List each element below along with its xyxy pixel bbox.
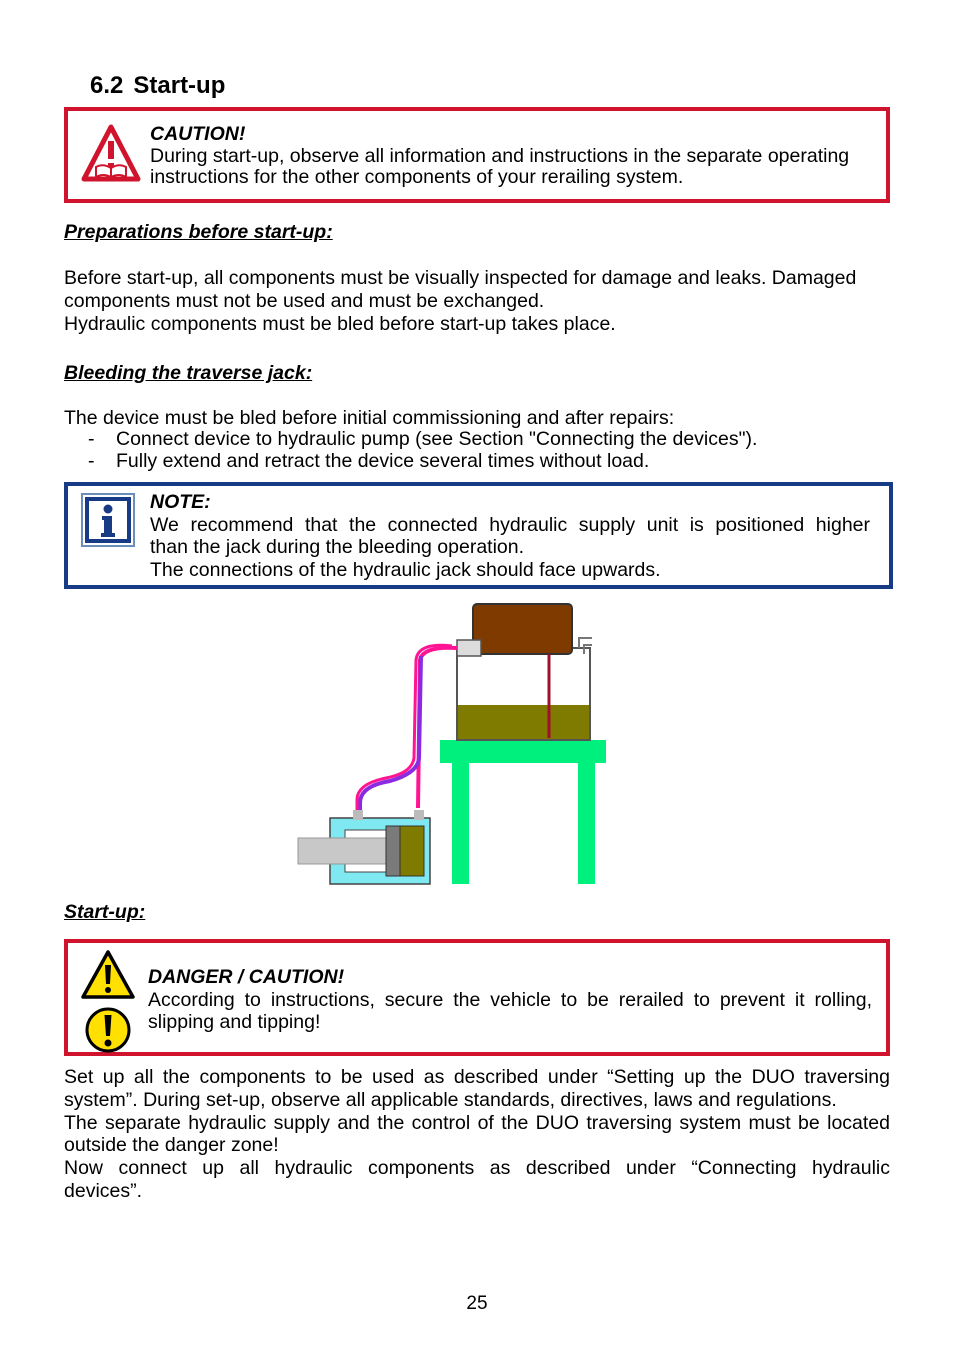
paragraph-line: Now connect up all hydraulic components as described under “Connecting hydraulic xyxy=(64,1157,890,1180)
paragraph-line: Set up all the components to be used as described under “Setting up the DUO traversing xyxy=(64,1066,890,1088)
caution-line: During start-up, observe all information and instructions in the separate operating xyxy=(150,144,850,167)
hydraulic-jack xyxy=(298,810,430,884)
caution-box xyxy=(64,107,890,203)
caution-line: instructions for the other components of your rerailing system. xyxy=(150,166,684,188)
hoses xyxy=(357,645,457,812)
bullet-dash: - xyxy=(88,428,95,450)
exclamation-circle-icon xyxy=(83,1006,133,1054)
preparations-heading: Preparations before start-up: xyxy=(64,221,333,243)
caution-title: CAUTION! xyxy=(150,123,246,145)
section-number: 6.2 xyxy=(90,72,124,99)
bullet-text: Connect device to hydraulic pump (see Section "Connecting the devices"). xyxy=(116,428,758,450)
danger-line: According to instructions, secure the vehicle to be rerailed to prevent it rolling, xyxy=(148,988,872,1011)
note-title: NOTE: xyxy=(150,491,211,513)
paragraph-line: Before start-up, all components must be visually inspected for damage and leaks. Damaged xyxy=(64,267,857,289)
section-title: Start-up xyxy=(133,72,226,99)
paragraph-line: Hydraulic components must be bled before start-up takes place. xyxy=(64,312,616,335)
preparations-paragraph xyxy=(64,267,890,335)
bleeding-intro: The device must be bled before initial commissioning and after repairs: xyxy=(64,407,675,429)
warning-triangle-icon xyxy=(80,949,136,1001)
startup-heading: Start-up: xyxy=(64,901,146,923)
note-line: than the jack during the bleeding operation. xyxy=(150,536,525,558)
bullet-text: Fully extend and retract the device several times without load. xyxy=(116,450,650,472)
paragraph-line: The separate hydraulic supply and the control of the DUO traversing system must be located xyxy=(64,1111,890,1134)
danger-line: slipping and tipping! xyxy=(148,1011,321,1033)
note-content xyxy=(150,491,870,581)
danger-title: DANGER / CAUTION! xyxy=(148,966,345,988)
note-line: We recommend that the connected hydraulic supply unit is positioned higher xyxy=(150,513,870,536)
bullet-dash: - xyxy=(88,450,95,472)
note-box xyxy=(64,482,893,589)
danger-content xyxy=(148,966,872,1034)
bleeding-heading: Bleeding the traverse jack: xyxy=(64,362,313,384)
paragraph-line: components must not be used and must be exchanged. xyxy=(64,289,545,312)
note-line: The connections of the hydraulic jack should face upwards. xyxy=(150,558,661,581)
bullet-item xyxy=(88,428,757,451)
hydraulic-setup-illustration xyxy=(290,598,620,890)
info-icon xyxy=(80,492,136,548)
section-heading xyxy=(90,70,225,102)
bullet-item xyxy=(88,450,649,473)
warning-manual-icon xyxy=(80,123,142,185)
danger-box xyxy=(64,939,890,1056)
stand xyxy=(440,740,606,884)
final-paragraph xyxy=(64,1066,890,1203)
paragraph-line: system”. During set-up, observe all applicable standards, directives, laws and regulations. xyxy=(64,1088,837,1111)
paragraph-line: outside the danger zone! xyxy=(64,1134,279,1157)
paragraph-line: devices”. xyxy=(64,1179,143,1202)
page-number: 25 xyxy=(466,1293,488,1314)
